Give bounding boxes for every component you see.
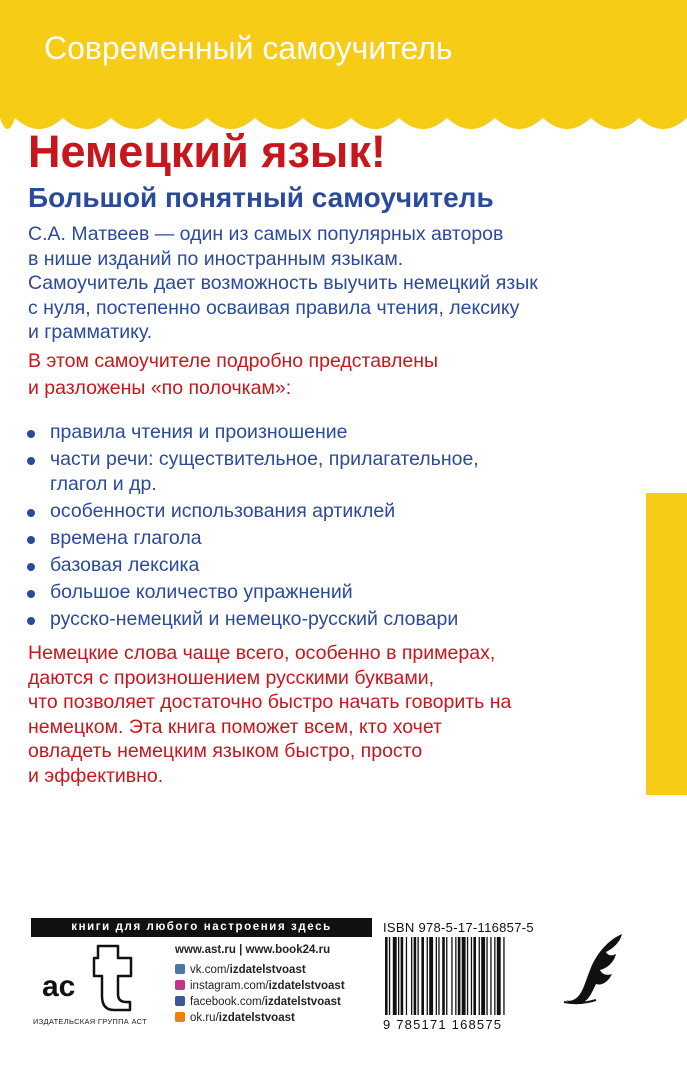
barcode-bar: [436, 937, 437, 1015]
barcode-bar: [497, 937, 501, 1015]
bullet-icon: [27, 617, 35, 625]
barcode-bar: [494, 937, 495, 1015]
feature-item: русско-немецкий и немецко-русский словари: [0, 607, 479, 632]
intro-line: в нише изданий по иностранным языкам.: [28, 247, 404, 270]
websites[interactable]: www.ast.ru | www.book24.ru: [175, 944, 331, 956]
closing-line: немецком. Эта книга поможет всем, кто хочет: [28, 715, 442, 738]
barcode-bar: [471, 937, 472, 1015]
barcode-bar: [406, 937, 407, 1015]
odnoklassniki-icon: [175, 1012, 185, 1022]
social-link-vk[interactable]: vk.com/izdatelstvoast: [175, 963, 345, 979]
closing-line: даются с произношением русскими буквами,: [28, 666, 435, 689]
series-title: Современный самоучитель: [44, 30, 453, 66]
book-subtitle: Большой понятный самоучитель: [28, 182, 494, 213]
barcode-icon: [383, 937, 545, 1017]
barcode-bar: [389, 937, 390, 1015]
tagline-strip: книги для любого настроения здесь: [31, 918, 372, 937]
vk-icon: [175, 964, 185, 974]
barcode-bar: [481, 937, 485, 1015]
bullet-icon: [27, 430, 35, 438]
section-heading: [28, 348, 438, 402]
barcode-bar: [479, 937, 480, 1015]
barcode-bar: [421, 937, 424, 1015]
feature-item: правила чтения и произношение: [0, 420, 479, 445]
barcode-bar: [451, 937, 452, 1015]
social-link-instagram[interactable]: instagram.com/izdatelstvoast: [175, 979, 345, 995]
barcode-bar: [442, 937, 445, 1015]
bullet-icon: [27, 590, 35, 598]
bullet-icon: [27, 509, 35, 517]
ast-logo-icon: [36, 944, 146, 1012]
barcode-bar: [467, 937, 468, 1015]
intro-line: с нуля, постепенно осваивая правила чтения, лексику: [28, 296, 520, 319]
barcode-bar: [490, 937, 491, 1015]
section-line: и разложены «по полочкам»:: [28, 377, 292, 399]
ean-number: 9 785171 168575: [383, 1017, 503, 1032]
closing-line: что позволяет достаточно быстро начать говорить на: [28, 691, 512, 713]
barcode-bar: [418, 937, 419, 1015]
bullet-icon: [27, 563, 35, 571]
barcode-bar: [473, 937, 476, 1015]
barcode-bar: [446, 937, 447, 1015]
barcode-bar: [429, 937, 433, 1015]
barcode-bar: [414, 937, 417, 1015]
feature-item: времена глагола: [0, 526, 479, 551]
intro-line: и грамматику.: [28, 321, 153, 343]
feature-item: особенности использования артиклей: [0, 499, 479, 524]
bullet-icon: [27, 536, 35, 544]
social-link-odnoklassniki[interactable]: ok.ru/izdatelstvoast: [175, 1011, 345, 1027]
barcode-bar: [398, 937, 399, 1015]
barcode-bar: [385, 937, 388, 1015]
barcode-bar: [503, 937, 504, 1015]
intro-paragraph: [28, 222, 538, 345]
feature-item: большое количество упражнений: [0, 580, 479, 605]
closing-line: овладеть немецким языком быстро, просто: [28, 740, 423, 762]
quill-feather-icon: [560, 930, 640, 1010]
intro-line: С.А. Матвеев — один из самых популярных авторов: [28, 223, 504, 245]
facebook-icon: [175, 996, 185, 1006]
barcode-bar: [462, 937, 466, 1015]
section-line: В этом самоучителе подробно представлены: [28, 350, 438, 372]
barcode-bar: [458, 937, 461, 1015]
publisher-name: ИЗДАТЕЛЬСКАЯ ГРУППА АСТ: [33, 1017, 147, 1026]
feature-item: части речи: существительное, прилагательное, глагол и др.: [0, 447, 479, 497]
bullet-icon: [27, 457, 35, 465]
social-link-facebook[interactable]: facebook.com/izdatelstvoast: [175, 995, 345, 1011]
barcode-bar: [393, 937, 397, 1015]
barcode-bar: [438, 937, 439, 1015]
feature-list: [0, 420, 479, 634]
scalloped-banner-edge: [0, 0, 687, 140]
logo-lettering: ac: [42, 970, 76, 1003]
barcode-bar: [455, 937, 456, 1015]
isbn-label: ISBN 978-5-17-116857-5: [383, 920, 534, 935]
series-banner: [0, 0, 687, 118]
closing-line: и эффективно.: [28, 764, 164, 787]
intro-line: Самоучитель дает возможность выучить немецкий язык: [28, 272, 538, 294]
barcode-bar: [411, 937, 412, 1015]
instagram-icon: [175, 980, 185, 990]
barcode-bar: [486, 937, 487, 1015]
closing-line: Немецкие слова чаще всего, особенно в примерах,: [28, 642, 496, 664]
barcode-bar: [401, 937, 404, 1015]
barcode-bar: [427, 937, 428, 1015]
yellow-side-bar: [646, 493, 687, 795]
feature-item: базовая лексика: [0, 553, 479, 578]
social-links: [175, 963, 345, 1027]
book-title: Немецкий язык!: [28, 126, 386, 177]
closing-paragraph: [28, 641, 511, 788]
